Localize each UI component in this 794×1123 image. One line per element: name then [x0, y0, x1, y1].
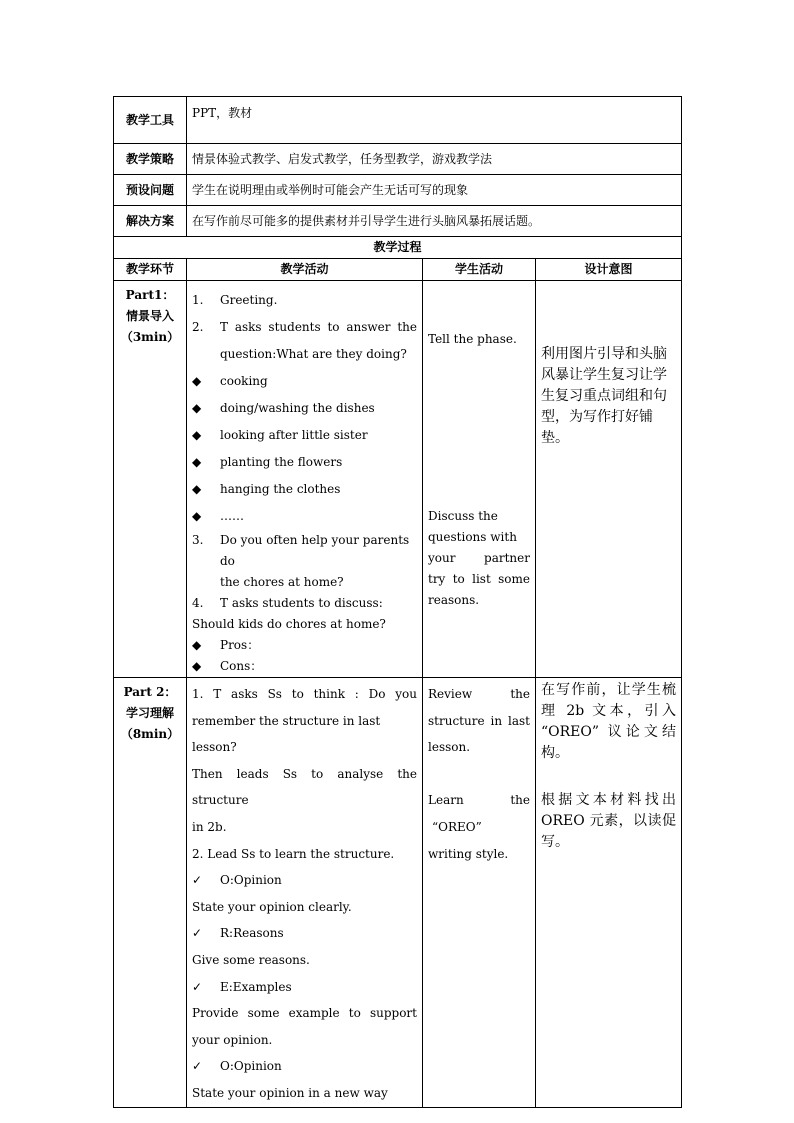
list-item: 2. T asks students to answer the — [192, 320, 417, 334]
diamond-icon: ◆ — [192, 638, 202, 652]
col-header-intent: 设计意图 — [536, 259, 682, 281]
col-header-student: 学生活动 — [423, 259, 536, 281]
check-icon: ✓ — [192, 979, 203, 994]
list-item: 4. T asks students to discuss: — [192, 596, 383, 610]
bullet-item: ◆ Pros： — [192, 635, 417, 656]
bullet-item: ◆ looking after little sister — [192, 422, 417, 449]
bullet-item: ◆ …… — [192, 503, 417, 530]
part2-student-activity: Review the structure in last lesson. Learn the “OREO” writing style. — [423, 678, 536, 1108]
bullet-item: ◆ cooking — [192, 368, 417, 395]
problem-row — [114, 175, 682, 206]
col-header-stage: 教学环节 — [114, 259, 187, 281]
diamond-icon: ◆ — [192, 374, 202, 388]
tools-value: PPT，教材 — [187, 97, 682, 144]
part1-row — [114, 281, 682, 678]
part2-teacher-activity: 1. T asks Ss to think : Do you remember the structure in last lesson? Then leads Ss to analyse the structure in 2b. 2. Lead Ss to learn the structure. ✓ O:Opinion State your opinion clearly. ✓ R:Reasons Give some reasons. ✓ E:Examples Provide some example to support your opinion. ✓ O:Opinion State your opinion in a new way — [187, 678, 423, 1108]
check-icon: ✓ — [192, 1059, 203, 1074]
bullet-item: ◆ planting the flowers — [192, 449, 417, 476]
column-header-row — [114, 259, 682, 281]
part1-teacher-activity — [187, 281, 423, 678]
strategy-label: 教学策略 — [114, 144, 187, 175]
bullet-item: ◆ Cons： — [192, 656, 417, 677]
list-item: 3. Do you often help your parents do — [192, 533, 410, 568]
part1-student-a: Tell the phase. — [428, 332, 517, 346]
diamond-icon: ◆ — [192, 482, 202, 496]
solution-value: 在写作前尽可能多的提供素材并引导学生进行头脑风暴拓展话题。 — [187, 206, 682, 237]
strategy-row — [114, 144, 682, 175]
list-item-cont: the chores at home? — [220, 575, 344, 589]
col-header-teacher: 教学活动 — [187, 259, 423, 281]
check-icon: ✓ — [192, 873, 203, 888]
part1-stage — [114, 281, 187, 678]
solution-row — [114, 206, 682, 237]
check-item: ✓ R:Reasons — [192, 920, 417, 947]
tools-label: 教学工具 — [114, 97, 187, 144]
diamond-icon: ◆ — [192, 659, 202, 673]
check-item: ✓ O:Opinion — [192, 867, 417, 894]
part2-stage-time: （8min） — [120, 727, 180, 741]
part1-stage-name: 情景导入 — [125, 309, 174, 323]
part2-stage — [114, 678, 187, 1108]
part2-row — [114, 678, 682, 1108]
part1-student-activity — [423, 281, 536, 678]
part1-stage-title: Part1： — [125, 288, 175, 302]
bullet-item: ◆ hanging the clothes — [192, 476, 417, 503]
problem-value: 学生在说明理由或举例时可能会产生无话可写的现象 — [187, 175, 682, 206]
part1-stage-time: （3min） — [120, 330, 180, 344]
tools-row — [114, 97, 682, 144]
process-title-row — [114, 237, 682, 259]
part1-design-intent: 利用图片引导和头脑 风暴让学生复习让学 生复习重点词组和句 型，为写作打好铺垫。 — [536, 281, 682, 678]
diamond-icon: ◆ — [192, 455, 202, 469]
part2-design-intent: 在写作前，让学生梳 理 2b 文本，引入 “OREO” 议论文结 构。 根据文本材料找出 OREO 元素，以读促 写。 — [536, 678, 682, 1108]
process-title: 教学过程 — [114, 237, 682, 259]
solution-label: 解决方案 — [114, 206, 187, 237]
part2-stage-name: 学习理解 — [125, 706, 174, 720]
list-item: 1. Greeting. — [192, 293, 278, 307]
strategy-value: 情景体验式教学、启发式教学，任务型教学，游戏教学法 — [187, 144, 682, 175]
check-item: ✓ E:Examples — [192, 974, 417, 1001]
part2-stage-title: Part 2： — [123, 685, 177, 699]
lesson-plan-table — [113, 96, 682, 1108]
check-item: ✓ O:Opinion — [192, 1053, 417, 1080]
problem-label: 预设问题 — [114, 175, 187, 206]
part1-student-b: Discuss the questions with your partner try to list some reasons. — [428, 509, 530, 607]
list-item-cont: question:What are they doing? — [220, 347, 407, 361]
diamond-icon: ◆ — [192, 509, 202, 523]
diamond-icon: ◆ — [192, 428, 202, 442]
check-icon: ✓ — [192, 926, 203, 941]
diamond-icon: ◆ — [192, 401, 202, 415]
bullet-item: ◆ doing/washing the dishes — [192, 395, 417, 422]
list-item-cont: Should kids do chores at home? — [192, 617, 386, 631]
